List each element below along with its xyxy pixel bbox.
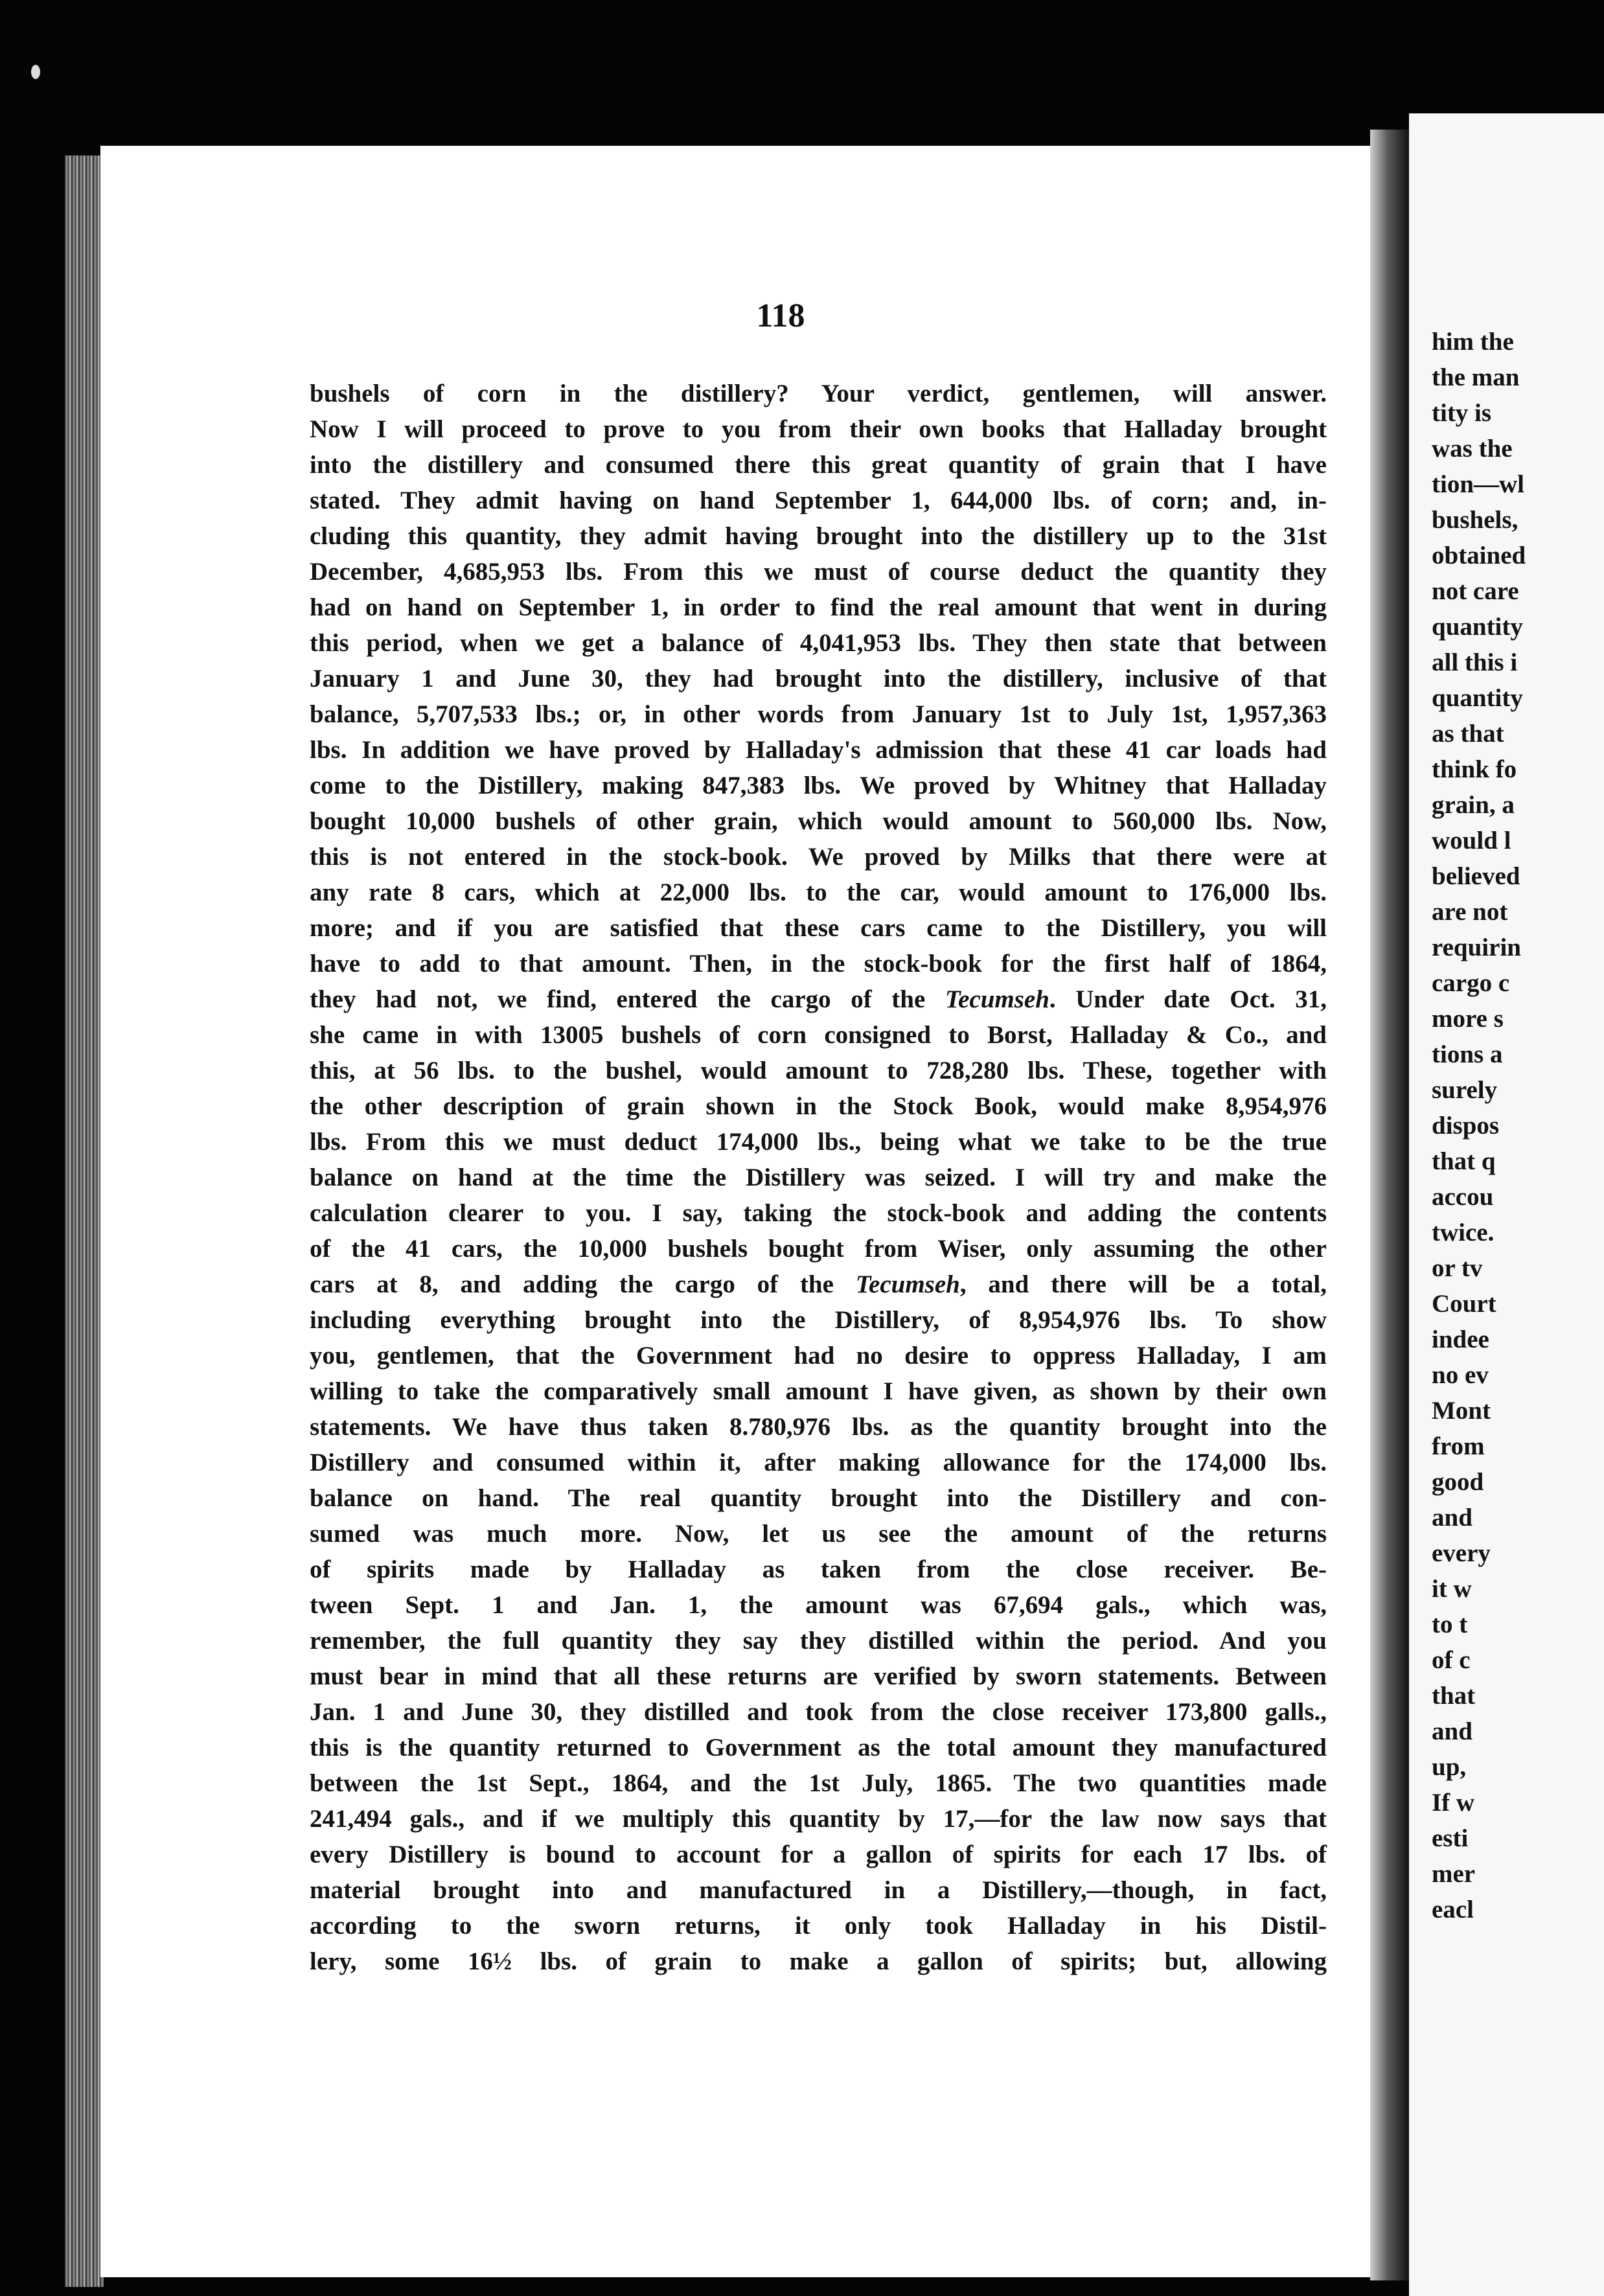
text-line: tween Sept. 1 and Jan. 1, the amount was 67,694 gals., which was, [310,1591,1327,1619]
right-page-line: as that [1432,720,1504,748]
book-gutter [1370,130,1409,2280]
text-line: this, at 56 lbs. to the bushel, would amount to 728,280 lbs. These, together with [310,1057,1327,1085]
text-line: remember, the full quantity they say they distilled within the period. And you [310,1627,1327,1655]
text-line: they had not, we find, entered the cargo of the Tecumseh. Under date Oct. 31, [310,985,1327,1013]
text-line: balance, 5,707,533 lbs.; or, in other words from January 1st to July 1st, 1,957,363 [310,700,1327,728]
right-page-line: all this i [1432,649,1518,676]
page-edge-strip [65,155,104,2287]
text-line: this is the quantity returned to Government as the total amount they manufactured [310,1734,1327,1762]
right-page-line: dispos [1432,1112,1500,1140]
right-page-line: quantity [1432,613,1523,641]
right-page-line: quantity [1432,684,1523,712]
text-line: balance on hand. The real quantity brought into the Distillery and con- [310,1484,1327,1512]
text-line: sumed was much more. Now, let us see the amount of the returns [310,1520,1327,1548]
right-page-line: that q [1432,1147,1496,1175]
right-page-line: tions a [1432,1040,1503,1068]
right-page-line: and [1432,1717,1472,1745]
right-page-line: of c [1432,1646,1471,1674]
text-line: have to add to that amount. Then, in the stock-book for the first half of 1864, [310,950,1327,978]
right-page-line: indee [1432,1326,1489,1353]
right-page-line: esti [1432,1824,1469,1852]
text-line: between the 1st Sept., 1864, and the 1st July, 1865. The two quantities made [310,1769,1327,1797]
right-page-line: tity is [1432,399,1492,427]
text-line: cars at 8, and adding the cargo of the Tecumseh, and there will be a total, [310,1270,1327,1298]
text-line: calculation clearer to you. I say, taking the stock-book and adding the contents [310,1199,1327,1227]
text-line: bought 10,000 bushels of other grain, which would amount to 560,000 lbs. Now, [310,807,1327,835]
text-line: this period, when we get a balance of 4,041,953 lbs. They then state that between [310,629,1327,657]
text-line: must bear in mind that all these returns are verified by sworn statements. Between [310,1662,1327,1690]
text-line: stated. They admit having on hand September 1, 644,000 lbs. of corn; and, in- [310,487,1327,514]
right-page-line: think fo [1432,755,1517,783]
right-page-line: Mont [1432,1397,1491,1425]
right-page-line: was the [1432,435,1513,463]
right-page-line: that [1432,1682,1476,1710]
text-line: come to the Distillery, making 847,383 lbs. We proved by Whitney that Halladay [310,772,1327,799]
body-text [310,376,1327,1979]
right-page-line: more s [1432,1005,1504,1033]
text-line: every Distillery is bound to account for a gallon of spirits for each 17 lbs. of [310,1841,1327,1868]
right-page [1409,113,1604,2296]
right-page-line: and [1432,1504,1472,1532]
text-line: Jan. 1 and June 30, they distilled and took from the close receiver 173,800 galls., [310,1698,1327,1726]
right-page-line: the man [1432,363,1520,391]
text-line: Now I will proceed to prove to you from their own books that Halladay brought [310,415,1327,443]
right-page-line: every [1432,1539,1491,1567]
text-line: bushels of corn in the distillery? Your verdict, gentlemen, will answer. [310,380,1327,408]
right-page-line: twice. [1432,1219,1495,1246]
right-page-line: grain, a [1432,791,1515,819]
right-page-line: are not [1432,898,1508,926]
text-line: of the 41 cars, the 10,000 bushels bought from Wiser, only assuming the other [310,1235,1327,1263]
right-page-line: it w [1432,1575,1472,1603]
right-page-line: no ev [1432,1361,1489,1389]
right-page-line: If w [1432,1789,1475,1817]
right-page-line: accou [1432,1183,1494,1211]
text-line: including everything brought into the Distillery, of 8,954,976 lbs. To show [310,1306,1327,1334]
page-number: 118 [756,297,805,334]
right-page-line: bushels, [1432,506,1518,534]
text-line: she came in with 13005 bushels of corn consigned to Borst, Halladay & Co., and [310,1021,1327,1049]
right-page-line: him the [1432,328,1514,356]
right-page-line: not care [1432,577,1519,605]
text-line: according to the sworn returns, it only took Halladay in his Distil- [310,1912,1327,1940]
right-page-line: cargo c [1432,969,1510,997]
text-line: any rate 8 cars, which at 22,000 lbs. to the car, would amount to 176,000 lbs. [310,878,1327,906]
right-page-line: or tv [1432,1254,1483,1282]
right-page-line: mer [1432,1860,1476,1888]
text-line: lbs. In addition we have proved by Halladay's admission that these 41 car loads had [310,736,1327,764]
right-page-line: Court [1432,1290,1496,1318]
right-page-line: would l [1432,827,1511,855]
right-page-line: eacl [1432,1896,1474,1923]
right-page-line: from [1432,1432,1485,1460]
text-line: material brought into and manufactured in a Distillery,—though, in fact, [310,1876,1327,1904]
right-page-line: good [1432,1468,1484,1496]
right-page-line: believed [1432,862,1520,890]
text-line: lbs. From this we must deduct 174,000 lbs., being what we take to be the true [310,1128,1327,1156]
binding-hole [31,65,40,79]
right-page-line: to t [1432,1611,1468,1638]
text-line: had on hand on September 1, in order to find the real amount that went in during [310,593,1327,621]
text-line: into the distillery and consumed there this great quantity of grain that I have [310,451,1327,479]
right-page-line: requirin [1432,934,1521,961]
text-line: Distillery and consumed within it, after making allowance for the 174,000 lbs. [310,1449,1327,1476]
right-page-line: surely [1432,1076,1498,1104]
text-line: of spirits made by Halladay as taken from the close receiver. Be- [310,1556,1327,1583]
text-line: cluding this quantity, they admit having brought into the distillery up to the 31st [310,522,1327,550]
text-line: lery, some 16½ lbs. of grain to make a gallon of spirits; but, allowing [310,1947,1327,1975]
text-line: 241,494 gals., and if we multiply this quantity by 17,—for the law now says that [310,1805,1327,1833]
text-line: you, gentlemen, that the Government had no desire to oppress Halladay, I am [310,1342,1327,1370]
text-line: this is not entered in the stock-book. We proved by Milks that there were at [310,843,1327,871]
text-line: December, 4,685,953 lbs. From this we must of course deduct the quantity they [310,558,1327,586]
right-page-line: obtained [1432,542,1526,569]
text-line: January 1 and June 30, they had brought into the distillery, inclusive of that [310,665,1327,693]
text-line: willing to take the comparatively small amount I have given, as shown by their own [310,1377,1327,1405]
right-page-line: tion—wl [1432,470,1525,498]
text-line: balance on hand at the time the Distillery was seized. I will try and make the [310,1164,1327,1191]
text-line: the other description of grain shown in the Stock Book, would make 8,954,976 [310,1092,1327,1120]
text-line: more; and if you are satisfied that these cars came to the Distillery, you will [310,914,1327,942]
right-page-line: up, [1432,1753,1467,1781]
text-line: statements. We have thus taken 8.780,976 lbs. as the quantity brought into the [310,1413,1327,1441]
